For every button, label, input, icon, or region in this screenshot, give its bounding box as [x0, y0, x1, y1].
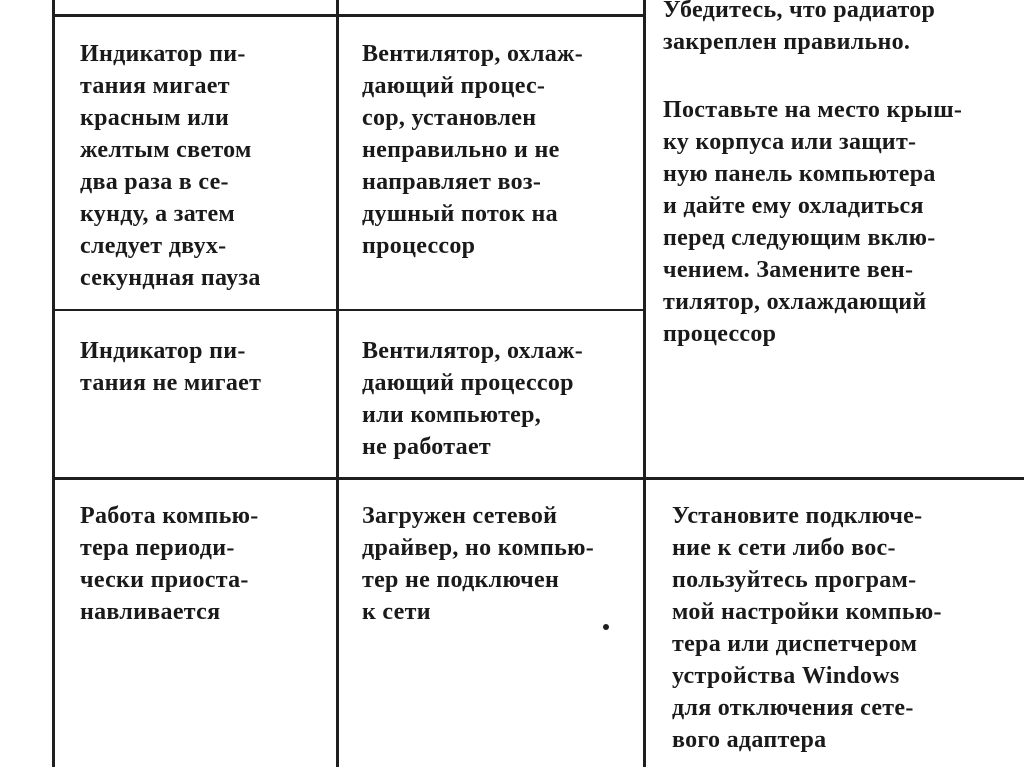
table-cell-header-col3: Убедитесь, что радиатор закреплен правильно. — [663, 0, 936, 55]
table-cell-row2-col2: Вентилятор, охлаж- дающий процессор или компьютер, не работает — [362, 338, 584, 460]
table-divider-col1-col2 — [336, 0, 339, 767]
table-cell-row1-col1: Индикатор пи- тания мигает красным или желтым светом два раза в се- кунду, а затем следует двух- секундная пауза — [80, 41, 261, 291]
print-artifact-dot — [603, 624, 609, 630]
table-cell-row3-col3: Установите подключе- ние к сети либо вос- пользуйтесь програм- мой настройки компью- тера или диспетчером устройства Windows для отключения сете- вого адаптера — [672, 503, 942, 753]
table-row-divider-top — [52, 14, 646, 17]
table-border-left — [52, 0, 55, 767]
table-row-divider-1 — [52, 309, 646, 311]
table-cell-row3-col2: Загружен сетевой драйвер, но компью- тер не подключен к сети — [362, 503, 595, 625]
table-row-divider-2 — [52, 477, 1024, 480]
table-cell-row3-col1: Работа компью- тера периоди- чески приоста- навливается — [80, 503, 259, 625]
table-cell-row2-col1: Индикатор пи- тания не мигает — [80, 338, 262, 396]
table-divider-col2-col3 — [643, 0, 646, 767]
table-cell-row1-col2: Вентилятор, охлаж- дающий процес- сор, установлен неправильно и не направляет воз- душный поток на процессор — [362, 41, 584, 259]
table-cell-merged-col3: Поставьте на место крыш- ку корпуса или защит- ную панель компьютера и дайте ему охладиться перед следующим вклю- чением. Замените вен- тилятор, охлаждающий процессор — [663, 97, 963, 347]
